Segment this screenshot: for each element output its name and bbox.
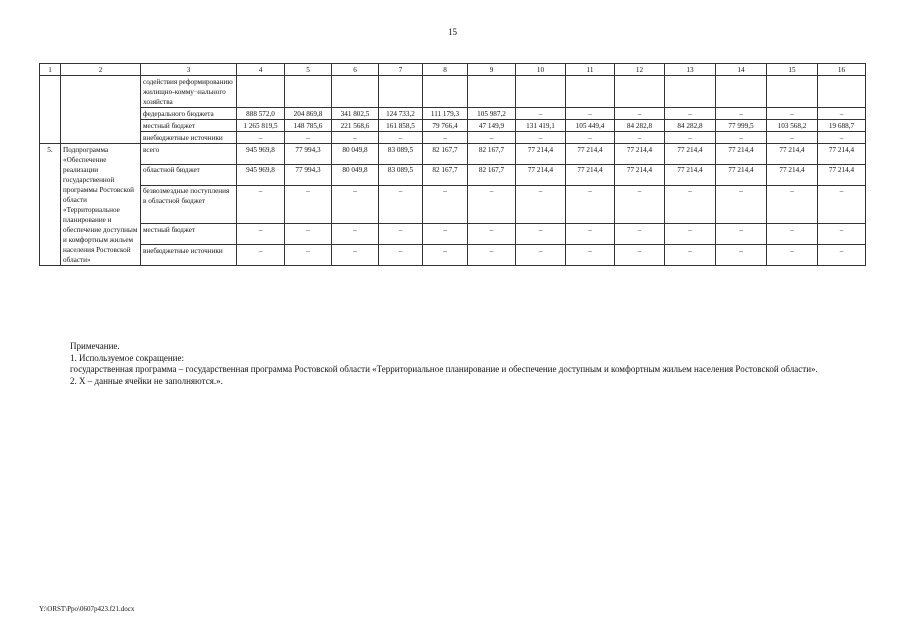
value-cell: – (566, 245, 615, 266)
footer-file-path: Y:\ORST\Ppo\0607p423.f21.docx (39, 605, 135, 613)
value-cell: – (716, 185, 767, 223)
table-body (40, 64, 866, 266)
value-cell: – (237, 132, 285, 144)
notes-item-1-text: государственная программа – государственная программа Ростовской области «Территориальное планирование и обеспечение доступным и комфортным жильем населения Ростовской области». (70, 364, 818, 374)
value-cell: – (516, 108, 566, 120)
table-row (40, 185, 866, 223)
value-cell: – (566, 224, 615, 245)
value-cell: 84 282,8 (665, 120, 716, 132)
value-cell: – (237, 245, 285, 266)
value-cell: 82 167,7 (423, 144, 468, 165)
value-cell: 77 999,5 (716, 120, 767, 132)
notes-title: Примечание. (70, 341, 120, 351)
value-cell: – (285, 224, 332, 245)
value-cell: – (665, 185, 716, 223)
value-cell: – (516, 185, 566, 223)
value-cell: 77 214,4 (665, 164, 716, 185)
value-cell: – (716, 108, 767, 120)
value-cell: – (379, 185, 423, 223)
funding-source-cell: местный бюджет (141, 120, 237, 132)
budget-table (39, 63, 866, 266)
value-cell (468, 76, 516, 108)
value-cell: – (468, 245, 516, 266)
row-index-cell: 5. (40, 144, 61, 266)
value-cell: 77 214,4 (516, 144, 566, 165)
value-cell: 80 049,8 (332, 164, 379, 185)
value-cell: – (423, 224, 468, 245)
value-cell: – (423, 132, 468, 144)
value-cell: 84 282,8 (615, 120, 665, 132)
value-cell: – (468, 132, 516, 144)
value-cell: – (332, 224, 379, 245)
program-name-cell: Подпрограмма «Обеспечение реализации государственной программы Ростовской области «Территориальное планирование и обеспечение доступным и комфортным жильем населения Ростовской области» (61, 144, 141, 266)
value-cell: 945 969,8 (237, 164, 285, 185)
program-name-cell (61, 76, 141, 144)
value-cell (332, 76, 379, 108)
header-cell: 6 (332, 64, 379, 76)
value-cell: – (767, 224, 818, 245)
table-row (40, 245, 866, 266)
value-cell: – (332, 132, 379, 144)
value-cell (237, 76, 285, 108)
value-cell: – (665, 245, 716, 266)
value-cell: 83 089,5 (379, 144, 423, 165)
value-cell: – (566, 185, 615, 223)
value-cell: – (665, 108, 716, 120)
value-cell: 77 214,4 (615, 164, 665, 185)
header-cell: 10 (516, 64, 566, 76)
value-cell: – (615, 245, 665, 266)
header-cell: 15 (767, 64, 818, 76)
value-cell: – (716, 245, 767, 266)
funding-source-cell: внебюджетные источники (141, 132, 237, 144)
notes-block (39, 341, 865, 387)
table-row (40, 76, 866, 108)
value-cell: 77 214,4 (767, 144, 818, 165)
value-cell: 131 419,1 (516, 120, 566, 132)
funding-source-cell: областной бюджет (141, 164, 237, 185)
header-cell: 4 (237, 64, 285, 76)
funding-source-cell: всего (141, 144, 237, 165)
notes-item-1: 1. Используемое сокращение: (70, 352, 184, 363)
value-cell: 204 869,8 (285, 108, 332, 120)
value-cell (566, 76, 615, 108)
value-cell: – (818, 108, 866, 120)
value-cell: – (716, 132, 767, 144)
value-cell: 77 214,4 (716, 164, 767, 185)
table-row (40, 120, 866, 132)
value-cell: 105 449,4 (566, 120, 615, 132)
header-cell: 3 (141, 64, 237, 76)
value-cell (285, 76, 332, 108)
value-cell: – (285, 132, 332, 144)
value-cell: 161 858,5 (379, 120, 423, 132)
value-cell: – (818, 185, 866, 223)
value-cell (615, 76, 665, 108)
value-cell: – (332, 185, 379, 223)
value-cell: 77 214,4 (516, 164, 566, 185)
value-cell: 83 089,5 (379, 164, 423, 185)
value-cell: 221 568,6 (332, 120, 379, 132)
value-cell: – (818, 224, 866, 245)
value-cell: – (615, 185, 665, 223)
value-cell: 19 688,7 (818, 120, 866, 132)
value-cell: 77 214,4 (818, 164, 866, 185)
value-cell: – (615, 108, 665, 120)
value-cell (716, 76, 767, 108)
value-cell: 77 214,4 (566, 164, 615, 185)
table-header-row (40, 64, 866, 76)
page-number: 15 (448, 27, 457, 37)
value-cell: 77 214,4 (716, 144, 767, 165)
value-cell: – (665, 224, 716, 245)
value-cell (379, 76, 423, 108)
value-cell: 888 572,0 (237, 108, 285, 120)
table-row (40, 144, 866, 165)
table-row (40, 164, 866, 185)
header-cell: 8 (423, 64, 468, 76)
value-cell: 105 987,2 (468, 108, 516, 120)
notes-item-2: 2. Х – данные ячейки не заполняются.». (70, 375, 223, 386)
funding-source-cell: безвозмездные поступления в областной бюджет (141, 185, 237, 223)
value-cell: – (516, 245, 566, 266)
value-cell: – (615, 132, 665, 144)
value-cell: – (237, 224, 285, 245)
value-cell: – (767, 108, 818, 120)
value-cell: 82 167,7 (423, 164, 468, 185)
value-cell: – (767, 245, 818, 266)
value-cell: 47 149,9 (468, 120, 516, 132)
value-cell: – (285, 185, 332, 223)
value-cell: 80 049,8 (332, 144, 379, 165)
value-cell (818, 76, 866, 108)
value-cell: 77 214,4 (566, 144, 615, 165)
funding-source-cell: местный бюджет (141, 224, 237, 245)
value-cell: – (566, 108, 615, 120)
value-cell: 77 994,3 (285, 164, 332, 185)
value-cell: – (468, 224, 516, 245)
header-cell: 5 (285, 64, 332, 76)
value-cell: 124 733,2 (379, 108, 423, 120)
value-cell: – (615, 224, 665, 245)
value-cell: – (379, 224, 423, 245)
funding-source-cell: внебюджетные источники (141, 245, 237, 266)
value-cell: – (767, 132, 818, 144)
value-cell: – (423, 185, 468, 223)
value-cell: – (423, 245, 468, 266)
value-cell: 111 179,3 (423, 108, 468, 120)
value-cell: – (237, 185, 285, 223)
value-cell: 945 969,8 (237, 144, 285, 165)
value-cell: – (767, 185, 818, 223)
header-cell: 11 (566, 64, 615, 76)
value-cell: – (665, 132, 716, 144)
value-cell: – (332, 245, 379, 266)
value-cell: 77 994,3 (285, 144, 332, 165)
value-cell: 148 785,6 (285, 120, 332, 132)
value-cell (423, 76, 468, 108)
value-cell: – (379, 132, 423, 144)
value-cell: 1 265 819,5 (237, 120, 285, 132)
value-cell: 82 167,7 (468, 144, 516, 165)
header-cell: 7 (379, 64, 423, 76)
row-index-cell (40, 76, 61, 144)
table-row (40, 108, 866, 120)
value-cell: – (818, 132, 866, 144)
table-row (40, 224, 866, 245)
value-cell: 77 214,4 (615, 144, 665, 165)
value-cell: 77 214,4 (818, 144, 866, 165)
header-cell: 9 (468, 64, 516, 76)
table-row (40, 132, 866, 144)
funding-source-cell: федерального бюджета (141, 108, 237, 120)
funding-source-cell: содействия реформированию жилищно-комму¬нального хозяйства (141, 76, 237, 108)
value-cell (767, 76, 818, 108)
value-cell: – (285, 245, 332, 266)
header-cell: 2 (61, 64, 141, 76)
value-cell: – (379, 245, 423, 266)
value-cell: – (566, 132, 615, 144)
value-cell (516, 76, 566, 108)
value-cell: 77 214,4 (665, 144, 716, 165)
value-cell: 77 214,4 (767, 164, 818, 185)
header-cell: 1 (40, 64, 61, 76)
value-cell: 341 802,5 (332, 108, 379, 120)
header-cell: 14 (716, 64, 767, 76)
value-cell: – (468, 185, 516, 223)
value-cell: – (516, 224, 566, 245)
value-cell: – (516, 132, 566, 144)
value-cell (665, 76, 716, 108)
header-cell: 13 (665, 64, 716, 76)
value-cell: – (716, 224, 767, 245)
value-cell: – (818, 245, 866, 266)
value-cell: 79 766,4 (423, 120, 468, 132)
header-cell: 16 (818, 64, 866, 76)
value-cell: 82 167,7 (468, 164, 516, 185)
value-cell: 103 568,2 (767, 120, 818, 132)
header-cell: 12 (615, 64, 665, 76)
